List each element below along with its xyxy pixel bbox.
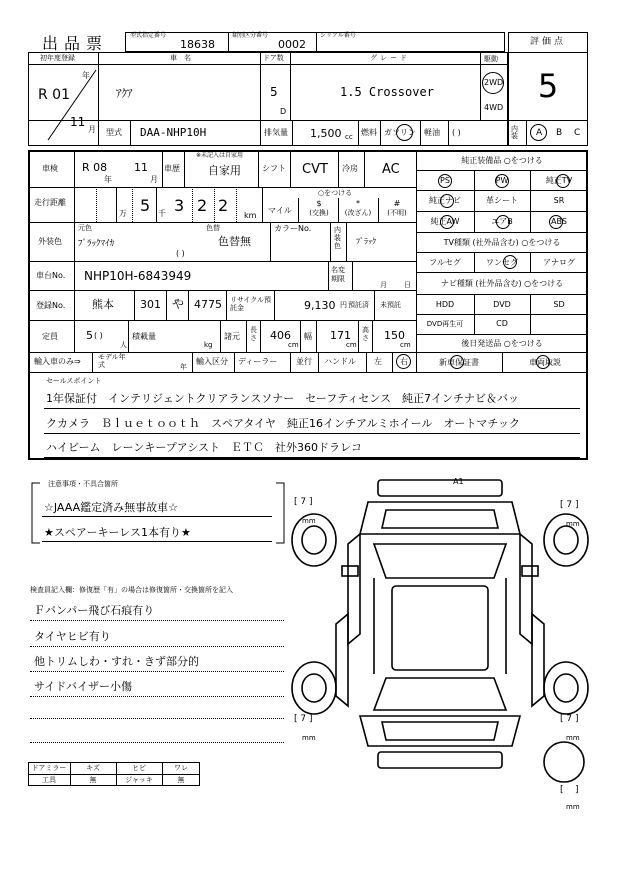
- handle-right: 右: [400, 357, 408, 366]
- height-value: 150: [384, 329, 405, 342]
- equip-tv: 純正TV: [545, 176, 573, 185]
- equip-tv-circle: [556, 174, 570, 188]
- inspector-label: 検査員記入欄：修復歴「有」の場合は修復箇所・交換箇所を記入: [30, 586, 233, 594]
- navi-title: ナビ種類 (社外品含む) ○をつける: [440, 279, 564, 288]
- serial-label: シリアル番号: [320, 32, 356, 39]
- grade-value: 1.5 Crossover: [340, 85, 434, 99]
- capacity-label: 定員: [42, 332, 58, 341]
- equip-pw: PW: [495, 176, 509, 185]
- unknown-text: (不明): [387, 209, 407, 217]
- interior-a: A: [536, 128, 543, 138]
- mileage-man: 5: [140, 196, 151, 215]
- kata-value: 18638: [180, 38, 215, 51]
- tread-fl: [ 7 ]: [294, 497, 313, 507]
- mileage-sen: 3: [174, 196, 185, 215]
- rename-day: 日: [404, 281, 411, 289]
- equip-abs-circle: [549, 215, 563, 229]
- sales-line-1: 1年保証付 インテリジェントクリアランスソナー セーフティセンス 純正7インチナビ＆バッ: [46, 392, 520, 405]
- width-value: 171: [330, 329, 351, 342]
- light-paren: ( ): [452, 128, 461, 137]
- dims-label: 諸元: [224, 332, 240, 341]
- inspector-line-1: Ｆバンパー飛び石痕有り: [34, 604, 155, 617]
- unknown-mark: #: [393, 199, 401, 208]
- parallel-label: 並行: [296, 357, 312, 366]
- length-unit: cm: [288, 341, 299, 349]
- swap-text: (交換): [309, 209, 329, 217]
- tread-fr: [ 7 ]: [560, 500, 579, 510]
- load-label: 積載量: [132, 332, 156, 341]
- score-label: 評価点: [529, 37, 566, 47]
- reg-label: 登録No.: [36, 301, 66, 310]
- chassis-value: NHP10H-6843949: [84, 269, 192, 283]
- tamper-text: (改ざん): [344, 209, 372, 217]
- inspector-line-3: 他トリムしわ・すれ・きず部分的: [34, 655, 199, 668]
- model-year-unit: 年: [180, 363, 187, 371]
- chassis-label: 車台No.: [36, 271, 66, 280]
- later-manual: 車両取説: [529, 358, 561, 367]
- navi-sd: SD: [553, 300, 565, 309]
- equip-pw-circle: [495, 174, 509, 188]
- displacement-label: 排気量: [264, 128, 288, 137]
- first-reg-month: 11: [70, 115, 86, 129]
- legend-v0: 工具: [42, 776, 56, 784]
- legend-h3: ワレ: [174, 764, 188, 772]
- equip-navi: 純正ナビ: [429, 196, 461, 205]
- color-no-label: カラーNo.: [274, 224, 312, 233]
- later-warranty-circle: [450, 355, 464, 369]
- tread-rl: [ 7 ]: [294, 714, 313, 724]
- inspector-line-2: タイヤヒビ有り: [34, 630, 111, 643]
- doors-label: ドア数: [263, 54, 284, 62]
- reg-num: 4775: [194, 298, 222, 311]
- interior-c: C: [574, 128, 581, 138]
- drive-4wd: 4WD: [484, 103, 504, 112]
- later-warranty: 新車保証書: [439, 358, 479, 367]
- legend-h1: キズ: [86, 764, 100, 772]
- sales-line-2: クカメラ Ｂｌｕｅｔｏｏｔｈ スペアタイヤ 純正16インチアルミホイール オートマチック: [46, 417, 521, 430]
- handle-right-circle: [396, 354, 411, 369]
- first-reg-year-unit: 年: [82, 71, 90, 80]
- navi-dvd: DVD: [493, 300, 511, 309]
- capacity-paren: ( ): [94, 331, 103, 340]
- length-label: 長さ: [250, 326, 257, 343]
- name-value: ｱｸｱ: [116, 87, 133, 100]
- recycle-deposited: 預託済: [348, 301, 369, 309]
- tread-spare: [ ]: [560, 785, 579, 795]
- rename-label: 名変期限: [331, 266, 345, 284]
- notes-line-2: ★スペアーキーレス1本有り★: [44, 526, 191, 539]
- tread-rr: [ 7 ]: [560, 714, 579, 724]
- model-value: DAA-NHP10H: [140, 126, 207, 139]
- score-value: 5: [537, 67, 559, 105]
- capacity-unit: 人: [120, 341, 127, 349]
- mileage-sen-unit: 千: [158, 209, 166, 218]
- width-unit: cm: [346, 341, 357, 349]
- fuel-label: 燃料: [361, 128, 377, 137]
- tread-rr-unit: mm: [566, 734, 580, 742]
- recycle-label: リサイクル預託金: [230, 296, 272, 313]
- displacement-unit: cc: [345, 133, 353, 141]
- circle-note: ○をつける: [318, 189, 353, 197]
- equip-ps-circle: [438, 174, 452, 188]
- first-reg-label: 初年度登録: [40, 54, 75, 62]
- car-diagram: [290, 474, 590, 804]
- mileage-man-unit: 万: [119, 209, 127, 218]
- interior-a-circle: [530, 124, 547, 141]
- doors-sub: D: [280, 107, 287, 116]
- history-label: 車歴: [164, 164, 180, 173]
- import-type-label: 輸入区分: [196, 357, 228, 366]
- tv-oneseg-circle: [503, 255, 517, 269]
- int-color-value: ﾌﾞﾗｯｸ: [356, 237, 376, 246]
- equip-aw-circle: [440, 215, 454, 229]
- first-reg-era: R 01: [38, 87, 70, 103]
- shift-value: CVT: [302, 162, 328, 177]
- drive-2wd: 2WD: [484, 78, 504, 87]
- mileage-h: 2: [197, 196, 208, 215]
- later-title: 後日発送品 ○をつける: [461, 339, 543, 348]
- reg-class: 301: [140, 298, 161, 311]
- orig-color-value: ﾌﾞﾗｯｸﾏｲｶ: [78, 239, 115, 249]
- handle-left: 左: [374, 357, 382, 366]
- equip-sr: SR: [553, 196, 565, 205]
- drive-label: 駆動: [484, 55, 498, 63]
- fuel-value: ガソリン: [384, 128, 416, 137]
- mile-label: マイル: [268, 206, 292, 215]
- tv-fullseg: フルセグ: [429, 258, 461, 267]
- sales-line-3: ハイビーム レーンキープアシスト ＥＴＣ 社外360ドラレコ: [46, 441, 363, 454]
- first-reg-month-unit: 月: [88, 125, 96, 134]
- load-unit: kg: [204, 341, 213, 349]
- tv-title: TV種類 (社外品含む) ○をつける: [443, 238, 561, 247]
- mileage-label: 走行距離: [34, 198, 66, 207]
- inspector-line-4: サイドバイザー小傷: [34, 680, 133, 693]
- interior-b: B: [556, 128, 563, 138]
- a1-label: A1: [453, 477, 464, 486]
- length-value: 406: [270, 329, 291, 342]
- equip-airbag-circle: [496, 215, 510, 229]
- import-label: 輸入車のみ⇒: [34, 357, 81, 366]
- ac-label: 冷房: [342, 164, 358, 173]
- page-title: 出品票: [42, 34, 109, 53]
- kata-label: 型式指定番号: [130, 32, 167, 39]
- drive-2wd-circle: [482, 72, 504, 94]
- dvd-label: DVD再生可: [426, 320, 464, 328]
- equip-abs: ABS: [551, 217, 567, 226]
- navi-hdd: HDD: [435, 300, 455, 309]
- height-label: 高さ: [362, 326, 369, 343]
- doors-value: 5: [270, 85, 278, 99]
- shaken-month: 11: [134, 161, 148, 174]
- handle-label: ハンドル: [324, 357, 356, 366]
- reg-kana: や: [172, 297, 185, 311]
- equip-ps: PS: [440, 176, 450, 185]
- shaken-year-unit: 年: [104, 175, 112, 184]
- model-year-label: モデル年式: [98, 353, 126, 369]
- tamper-mark: *: [356, 199, 360, 208]
- height-unit: cm: [400, 341, 411, 349]
- color-label: 外装色: [38, 237, 62, 246]
- dealer-label: ディーラー: [238, 357, 278, 366]
- equip-aw: 純正AW: [430, 217, 460, 226]
- color-swap-value: 色替無: [218, 235, 251, 248]
- mileage-t: 2: [218, 196, 229, 215]
- sales-label: セールスポイント: [46, 377, 102, 385]
- recycle-unit: 円: [340, 301, 347, 309]
- name-label: 車 名: [170, 54, 191, 62]
- grade-label: グレード: [370, 54, 410, 62]
- tread-rl-unit: mm: [302, 734, 316, 742]
- recycle-undeposited: 未預託: [380, 301, 401, 309]
- model-label: 型式: [106, 128, 122, 137]
- fuel-circle: [396, 124, 413, 141]
- interior-label: 内装: [511, 125, 518, 140]
- light-label: 軽油: [424, 128, 440, 137]
- legend-v2: ジャッキ: [125, 776, 153, 784]
- history-value: 自家用: [208, 164, 241, 177]
- swap-mark: $: [316, 199, 322, 208]
- color-paren: ( ): [176, 249, 185, 258]
- shift-label: シフト: [262, 164, 286, 173]
- legend-v1: 無: [89, 776, 97, 784]
- tread-spare-unit: mm: [566, 803, 580, 811]
- legend-v3: 無: [177, 776, 185, 784]
- tread-fl-unit: mm: [302, 517, 316, 525]
- tv-oneseg: ワンセグ: [486, 258, 518, 267]
- notes-label: 注意事項・不具合箇所: [48, 480, 118, 488]
- capacity-value: 5: [86, 329, 93, 342]
- shaken-label: 車検: [42, 164, 58, 173]
- dvd-cd: CD: [496, 319, 508, 328]
- reg-area: 熊本: [92, 298, 114, 311]
- tread-fr-unit: mm: [566, 520, 580, 528]
- equip-navi-circle: [440, 194, 454, 208]
- orig-color-label: 元色: [78, 224, 92, 232]
- legend-h2: ヒビ: [132, 764, 146, 772]
- rename-month: 月: [380, 281, 387, 289]
- later-manual-circle: [536, 355, 550, 369]
- displacement-value: 1,500: [310, 127, 342, 140]
- equip-title: 純正装備品 ○をつける: [461, 156, 543, 165]
- width-label: 幅: [304, 332, 312, 341]
- tv-analog: アナログ: [543, 258, 575, 267]
- legend-h0: ドアミラー: [31, 764, 67, 772]
- color-swap-label: 色替: [206, 224, 220, 232]
- equip-airbag: エアB: [491, 217, 513, 226]
- notes-line-1: ☆JAAA鑑定済み無事故車☆: [44, 501, 178, 514]
- ruibetsu-value: 0002: [278, 38, 306, 51]
- recycle-value: 9,130: [304, 299, 336, 312]
- shaken-value: R 08: [82, 161, 108, 174]
- ruibetsu-label: 類別区分番号: [232, 32, 269, 39]
- history-note: ※未記入は自家用: [196, 152, 244, 159]
- ac-value: AC: [382, 162, 400, 177]
- shaken-month-unit: 月: [150, 175, 158, 184]
- int-color-label: 内装色: [334, 226, 341, 251]
- mileage-km: km: [244, 211, 257, 220]
- equip-leather: 革シート: [486, 196, 518, 205]
